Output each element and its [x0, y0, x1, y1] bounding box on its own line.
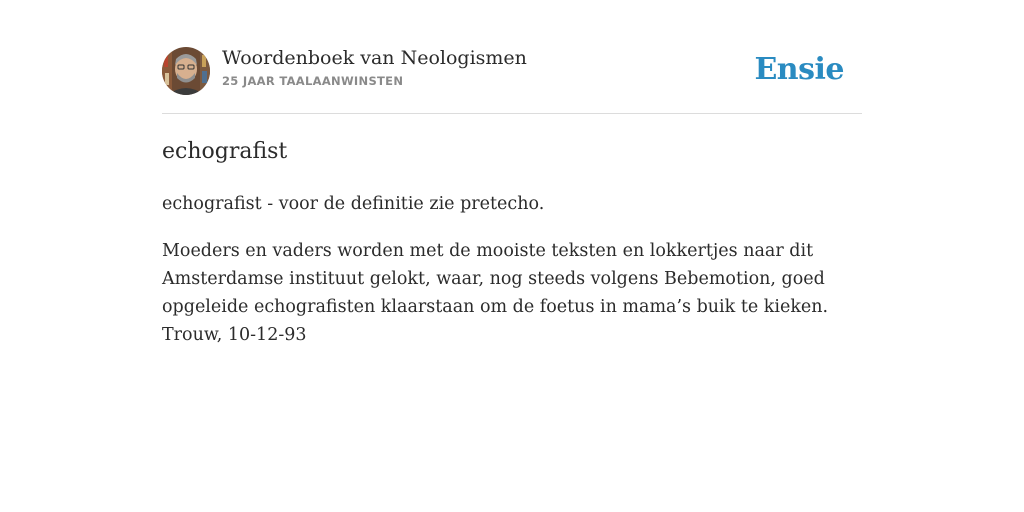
site-subtitle: 25 JAAR TAALAANWINSTEN — [222, 74, 404, 88]
quote-line: Amsterdamse instituut gelokt, waar, nog steeds volgens Bebemotion, goed — [162, 269, 825, 289]
avatar[interactable] — [162, 47, 210, 95]
header-divider — [162, 113, 862, 114]
site-title: Woordenboek van Neologismen — [222, 47, 527, 69]
definition-text: echografist - voor de definitie zie — [162, 194, 461, 214]
definition-link-pretecho[interactable]: pretecho — [460, 194, 539, 214]
quote-line: opgeleide echografisten klaarstaan om de foetus in mama’s buik te kieken. — [162, 297, 829, 317]
definition-end: . — [538, 194, 545, 214]
entry-title: echografist — [162, 139, 288, 164]
ensie-logo[interactable]: Ensie — [754, 52, 844, 87]
quote-source: Trouw, 10-12-93 — [162, 325, 307, 345]
site-header — [162, 46, 862, 96]
entry-definition — [162, 192, 544, 216]
quote-line: Moeders en vaders worden met de mooiste teksten en lokkertjes naar dit — [162, 241, 814, 261]
entry-quote — [162, 237, 862, 349]
page — [162, 0, 862, 512]
